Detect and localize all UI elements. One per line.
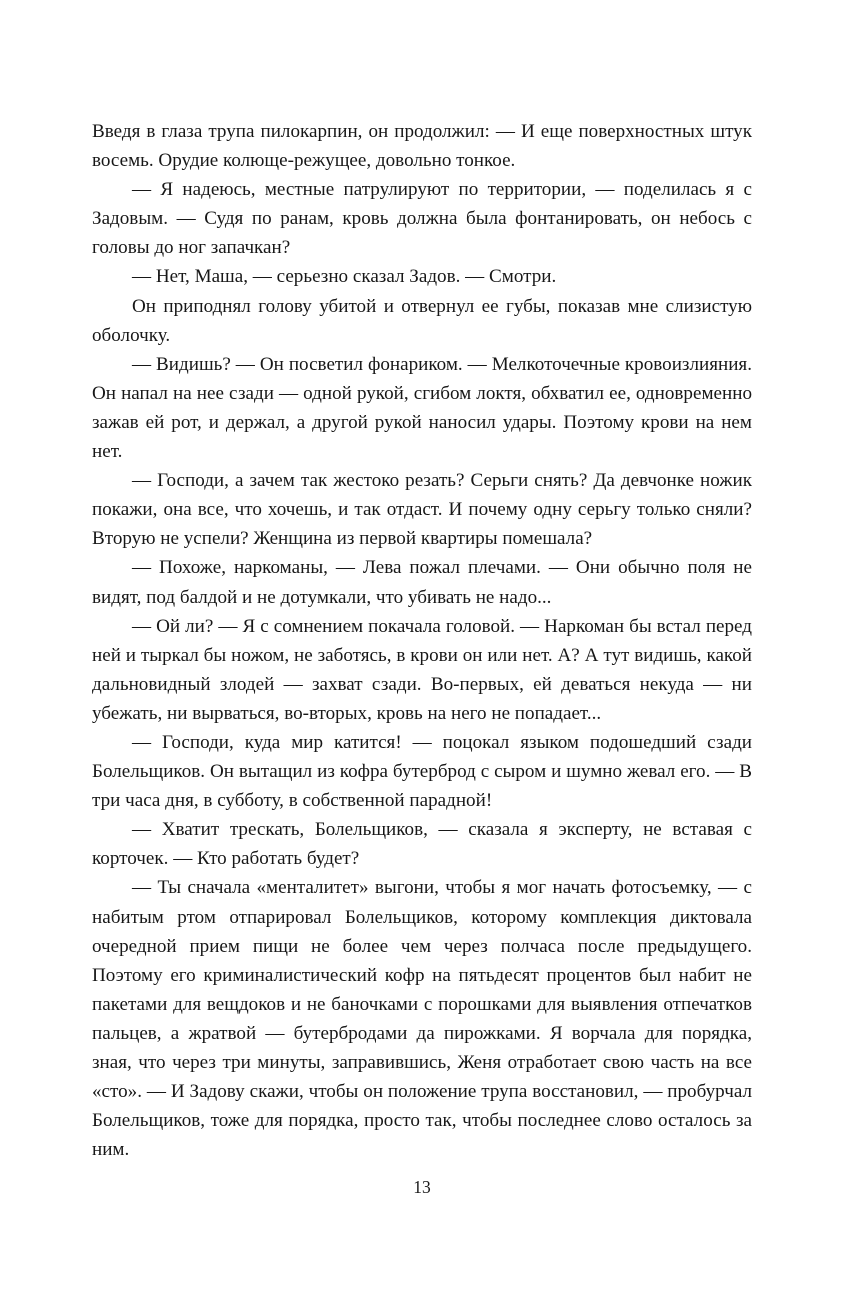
page-number: 13 — [413, 1177, 431, 1197]
paragraph: — Хватит трескать, Болельщиков, — сказала я эксперту, не вставая с корточек. — Кто работать будет? — [92, 819, 752, 870]
paragraph: — Ты сначала «менталитет» выгони, чтобы я мог начать фотосъемку, — с набитым ртом отпарировал Болельщиков, которому комплекция диктовала очередной прием пищи не более чем через полчаса после предыдущего. Поэтому его криминалистический кофр на пятьдесят процентов был набит не пакетами для вещдоков и не баночками с порошками для выявления отпечатков пальцев, а жратвой — бутербродами да пирожками. Я ворчала для порядка, зная, что через три минуты, заправившись, Женя отработает свою часть на все «сто». — И Задову скажи, чтобы он положение трупа восстановил, — пробурчал Болельщиков, тоже для порядка, просто так, чтобы последнее слово осталось за ним. — [92, 877, 752, 1161]
paragraph: Введя в глаза трупа пилокарпин, он продолжил: — И еще поверхностных штук восемь. Орудие колюще-режущее, довольно тонкое. — [92, 121, 752, 172]
page-body-text — [92, 117, 752, 1164]
paragraph: — Господи, куда мир катится! — поцокал языком подошедший сзади Болельщиков. Он вытащил из кофра бутерброд с сыром и шумно жевал его. — В три часа дня, в субботу, в собственной парадной! — [92, 731, 752, 812]
paragraph: — Видишь? — Он посветил фонариком. — Мелкоточечные кровоизлияния. Он напал на нее сзади — одной рукой, сгибом локтя, обхватил ее, одновременно зажав ей рот, и держал, а другой рукой наносил удары. Поэтому крови на нем нет. — [92, 353, 752, 463]
paragraph: — Я надеюсь, местные патрулируют по территории, — поделилась я с Задовым. — Судя по ранам, кровь должна была фонтанировать, он небось с головы до ног запачкан? — [92, 179, 752, 259]
paragraph: — Нет, Маша, — серьезно сказал Задов. — Смотри. — [132, 266, 557, 288]
paragraph: Он приподнял голову убитой и отвернул ее губы, показав мне слизистую оболочку. — [92, 295, 752, 346]
paragraph: — Господи, а зачем так жестоко резать? Серьги снять? Да девчонке ножик покажи, она все, что хочешь, и так отдаст. И почему одну серьгу только сняли? Вторую не успели? Женщина из первой квартиры помешала? — [92, 470, 752, 550]
paragraph: — Похоже, наркоманы, — Лева пожал плечами. — Они обычно поля не видят, под балдой и не дотумкали, что убивать не надо... — [92, 557, 752, 608]
paragraph: — Ой ли? — Я с сомнением покачала головой. — Наркоман бы встал перед ней и тыркал бы ножом, не заботясь, в крови он или нет. А? А тут видишь, какой дальновидный злодей — захват сзади. Во-первых, ей деваться некуда — ни убежать, ни вырваться, во-вторых, кровь на него не попадает... — [92, 615, 752, 724]
